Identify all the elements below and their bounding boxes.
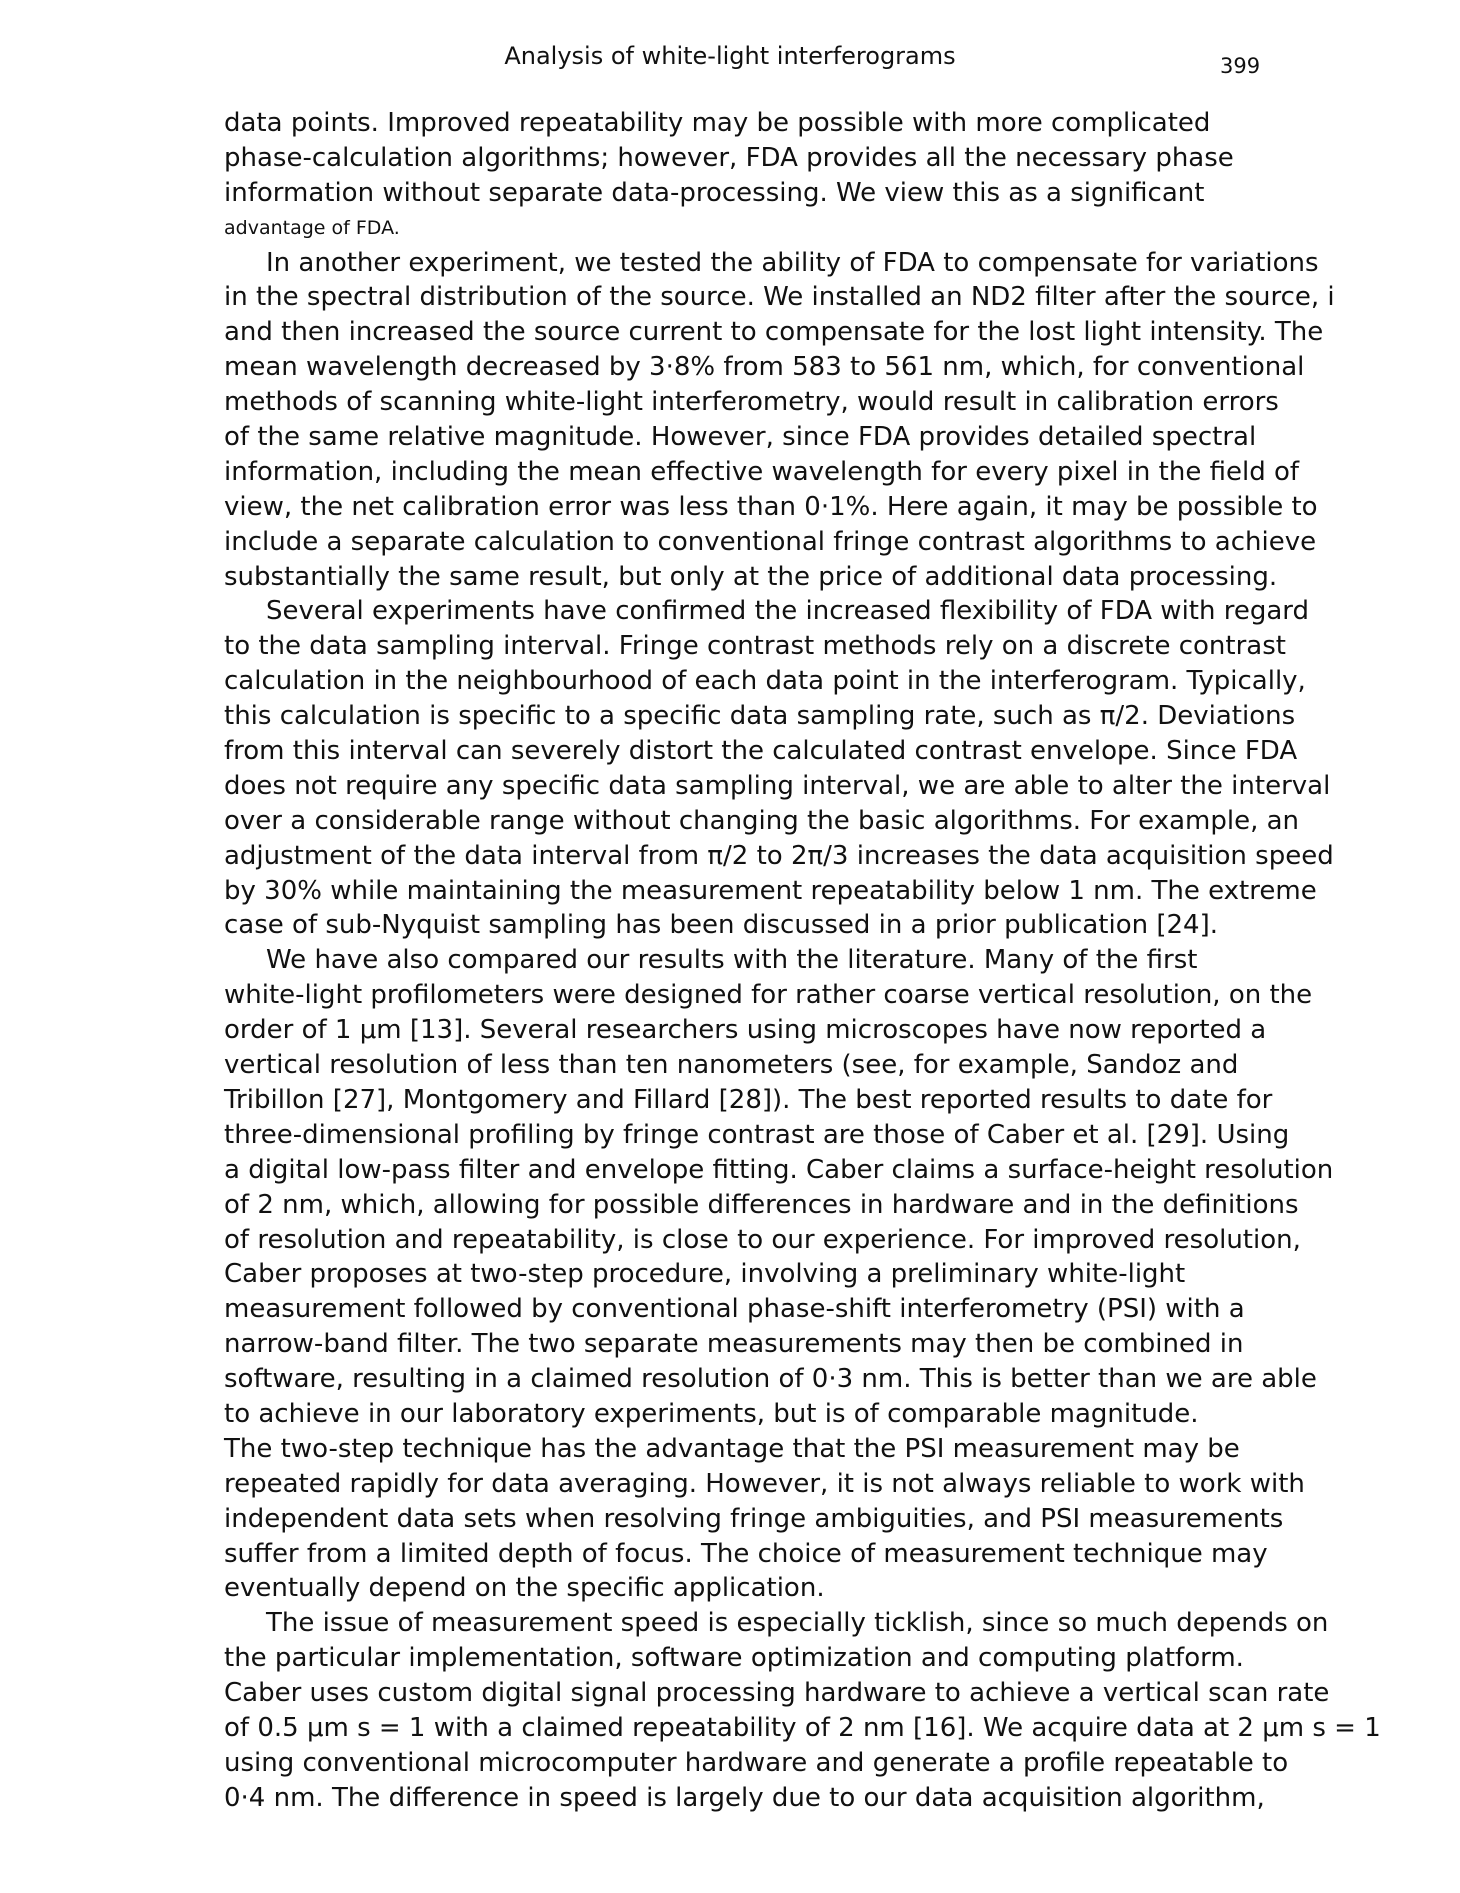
text-line: Tribillon [27], Montgomery and Fillard [28]). The best reported results to date for	[224, 1084, 1273, 1115]
text-line: eventually depend on the specific application.	[224, 1573, 825, 1604]
text-line: of resolution and repeatability, is close to our experience. For improved resolution,	[224, 1224, 1301, 1255]
text-line: of 2 nm, which, allowing for possible differences in hardware and in the definitions	[224, 1189, 1299, 1220]
text-line: 0·4 nm. The difference in speed is largely due to our data acquisition algorithm,	[224, 1782, 1265, 1813]
text-line: white-light profilometers were designed for rather coarse vertical resolution, on the	[224, 980, 1313, 1011]
text-line: In another experiment, we tested the ability of FDA to compensate for variations	[266, 247, 1319, 278]
text-line: of 0.5 μm s = 1 with a claimed repeatability of 2 nm [16]. We acquire data at 2 μm s = 1	[224, 1712, 1381, 1743]
text-line: does not require any specific data sampling interval, we are able to alter the interval	[224, 770, 1331, 801]
text-line: vertical resolution of less than ten nanometers (see, for example, Sandoz and	[224, 1050, 1239, 1081]
text-line: phase-calculation algorithms; however, FDA provides all the necessary phase	[224, 142, 1234, 173]
text-line: advantage of FDA.	[224, 216, 400, 239]
text-line: and then increased the source current to compensate for the lost light intensity. The	[224, 317, 1324, 348]
page-number: 399	[1220, 54, 1261, 78]
text-line: Caber uses custom digital signal processing hardware to achieve a vertical scan rate	[224, 1678, 1330, 1709]
text-line: information without separate data-processing. We view this as a significant	[224, 177, 1205, 208]
text-line: software, resulting in a claimed resolution of 0·3 nm. This is better than we are able	[224, 1364, 1317, 1395]
text-line: data points. Improved repeatability may be possible with more complicated	[224, 108, 1211, 138]
text-line: Caber proposes at two-step procedure, involving a preliminary white-light	[224, 1259, 1186, 1290]
text-line: from this interval can severely distort the calculated contrast envelope. Since FDA	[224, 736, 1298, 767]
text-line: order of 1 μm [13]. Several researchers using microscopes have now reported a	[224, 1015, 1267, 1046]
text-line: the particular implementation, software optimization and computing platform.	[224, 1643, 1244, 1674]
text-line: mean wavelength decreased by 3·8% from 583 to 561 nm, which, for conventional	[224, 352, 1305, 383]
text-line: view, the net calibration error was less than 0·1%. Here again, it may be possible to	[224, 491, 1318, 522]
text-line: calculation in the neighbourhood of each data point in the interferogram. Typically,	[224, 666, 1306, 697]
text-line: information, including the mean effective wavelength for every pixel in the field of	[224, 456, 1300, 487]
text-line: of the same relative magnitude. However, since FDA provides detailed spectral	[224, 422, 1257, 453]
text-line: include a separate calculation to conventional fringe contrast algorithms to achieve	[224, 526, 1317, 557]
body-text	[224, 106, 1381, 1816]
text-line: repeated rapidly for data averaging. However, it is not always reliable to work with	[224, 1468, 1305, 1499]
text-line: over a considerable range without changing the basic algorithms. For example, an	[224, 805, 1300, 836]
text-line: The two-step technique has the advantage that the PSI measurement may be	[224, 1433, 1240, 1464]
text-line: narrow-band filter. The two separate measurements may then be combined in	[224, 1329, 1244, 1360]
text-line: measurement followed by conventional phase-shift interferometry (PSI) with a	[224, 1294, 1245, 1325]
text-line: using conventional microcomputer hardware and generate a profile repeatable to	[224, 1747, 1289, 1778]
text-line: to achieve in our laboratory experiments, but is of comparable magnitude.	[224, 1398, 1199, 1429]
text-line: by 30% while maintaining the measurement repeatability below 1 nm. The extreme	[224, 875, 1317, 906]
text-line: The issue of measurement speed is especially ticklish, since so much depends on	[266, 1608, 1329, 1639]
text-line: case of sub-Nyquist sampling has been discussed in a prior publication [24].	[224, 910, 1218, 941]
text-line: in the spectral distribution of the source. We installed an ND2 filter after the source, i	[224, 282, 1335, 313]
text-line: We have also compared our results with the literature. Many of the first	[266, 945, 1198, 976]
text-line: independent data sets when resolving fringe ambiguities, and PSI measurements	[224, 1503, 1284, 1534]
text-line: to the data sampling interval. Fringe contrast methods rely on a discrete contrast	[224, 631, 1286, 662]
text-line: suffer from a limited depth of focus. The choice of measurement technique may	[224, 1538, 1268, 1569]
text-line: adjustment of the data interval from π/2 to 2π/3 increases the data acquisition speed	[224, 840, 1334, 871]
text-line: this calculation is specific to a specific data sampling rate, such as π/2. Deviations	[224, 701, 1296, 732]
text-line: methods of scanning white-light interferometry, would result in calibration errors	[224, 387, 1279, 418]
text-line: three-dimensional profiling by fringe contrast are those of Caber et al. [29]. Using	[224, 1119, 1290, 1150]
running-title: Analysis of white-light interferograms	[504, 42, 956, 70]
text-line: substantially the same result, but only at the price of additional data processing.	[224, 561, 1278, 592]
text-line: Several experiments have confirmed the increased flexibility of FDA with regard	[266, 596, 1310, 627]
text-line: a digital low-pass filter and envelope fitting. Caber claims a surface-height resolution	[224, 1154, 1334, 1185]
